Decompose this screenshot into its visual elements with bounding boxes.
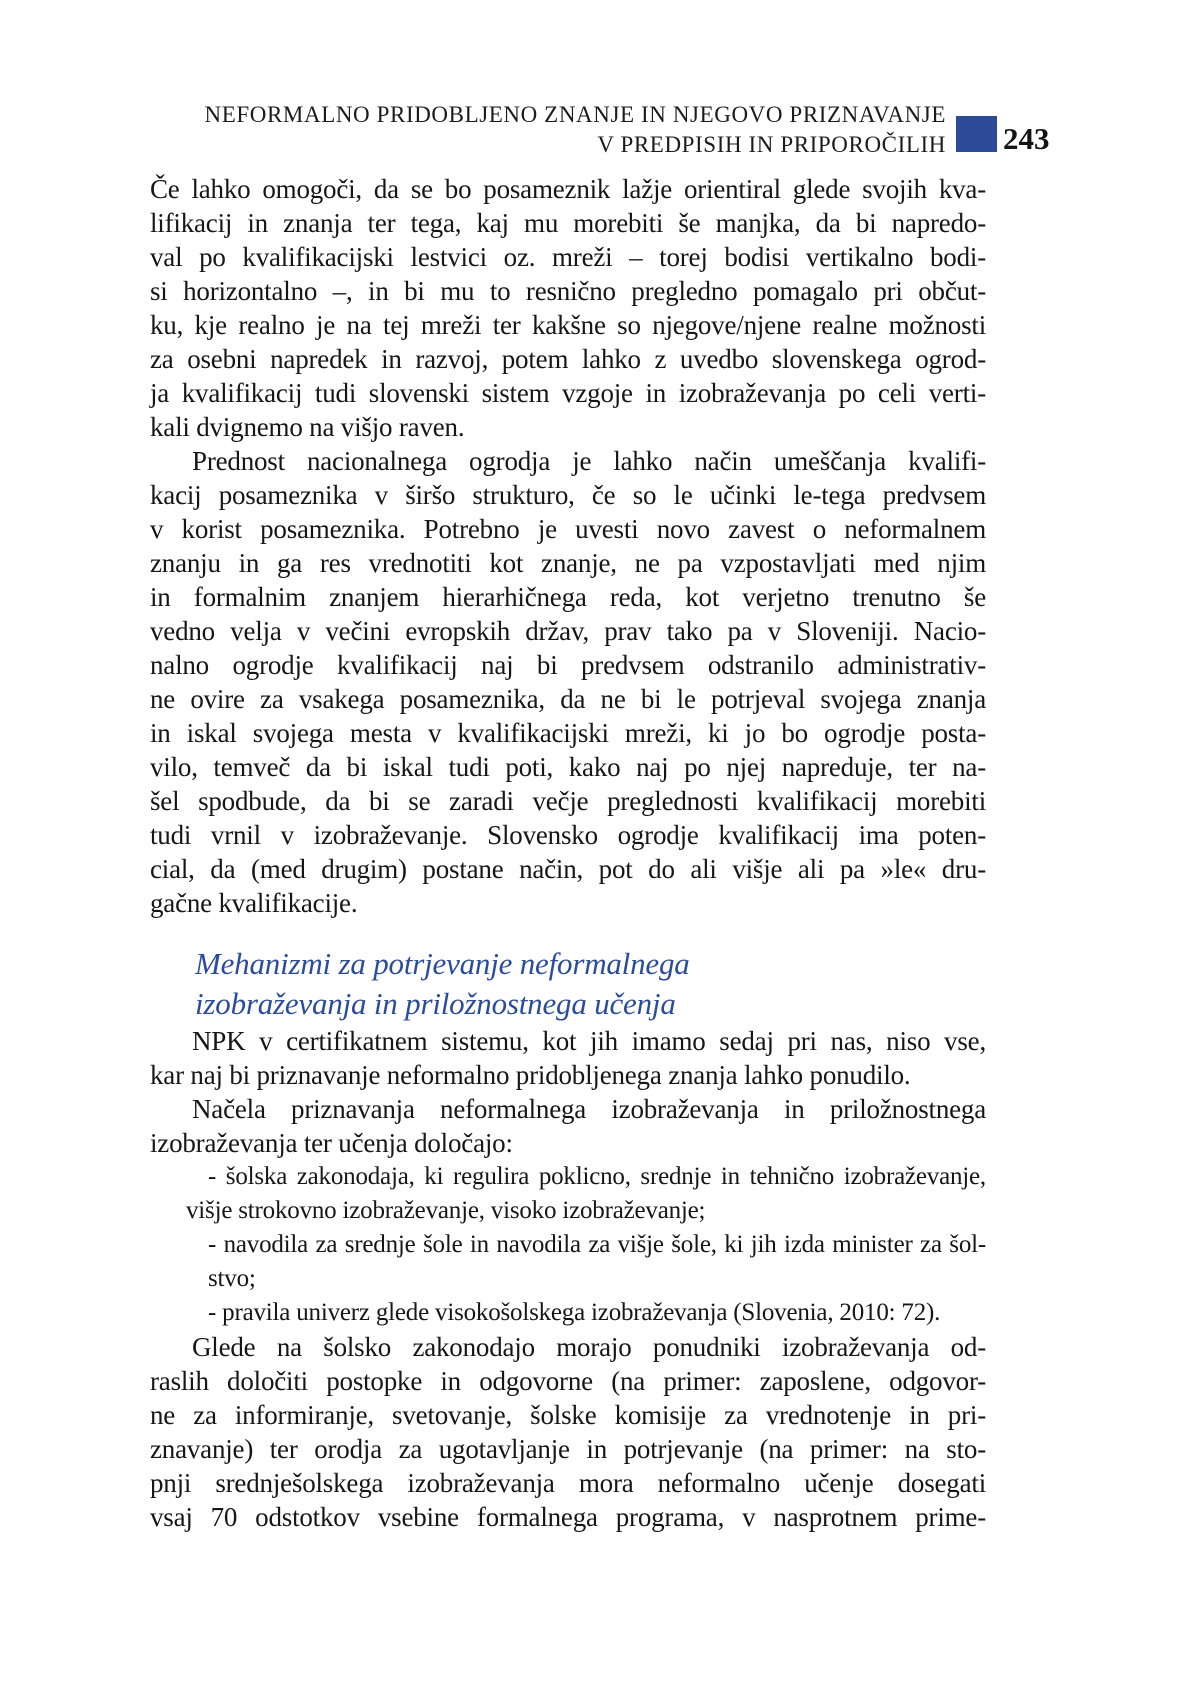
section-heading: [195, 944, 986, 1024]
text-line: kacij posameznika v širšo strukturo, če so le učinki le-tega predvsem: [150, 480, 986, 510]
text-line: si horizontalno –, in bi mu to resnično pregledno pomagalo pri občut-: [150, 276, 986, 306]
text-line: pnji srednješolskega izobraževanja mora neformalno učenje dosegati: [150, 1468, 986, 1498]
text-line: šel spodbude, da bi se zaradi večje preglednosti kvalifikacij morebiti: [150, 786, 986, 816]
list-item: [150, 1296, 986, 1330]
text-line: - šolska zakonodaja, ki regulira poklicno, srednje in tehnično izobraževanje,: [208, 1163, 986, 1190]
text-line: in formalnim znanjem hierarhičnega reda, kot verjetno trenutno še: [150, 582, 986, 612]
header-title-line2: V PREDPISIH IN PRIPOROČILIH: [597, 132, 946, 157]
paragraph: [150, 1092, 986, 1160]
text-line: tudi vrnil v izobraževanje. Slovensko ogrodje kvalifikacij ima poten-: [150, 820, 986, 850]
text-line: Če lahko omogoči, da se bo posameznik lažje orientiral glede svojih kva-: [150, 174, 986, 204]
text-line: znanju in ga res vrednotiti kot znanje, ne pa vzpostavljati med njim: [150, 548, 986, 578]
text-line: vedno velja v večini evropskih držav, prav tako pa v Sloveniji. Nacio-: [150, 616, 986, 646]
text-line: stvo;: [208, 1265, 256, 1292]
text-line: Prednost nacionalnega ogrodja je lahko način umeščanja kvalifi-: [192, 446, 986, 476]
text-line: izobraževanja ter učenja določajo:: [150, 1128, 513, 1158]
text-block: [150, 172, 986, 1534]
paragraph: [150, 1330, 986, 1534]
paragraph: [150, 444, 986, 920]
text-line: nalno ogrodje kvalifikacij naj bi predvsem odstranilo administrativ-: [150, 650, 986, 680]
text-line: višje strokovno izobraževanje, visoko izobraževanje;: [186, 1197, 706, 1224]
text-line: cial, da (med drugim) postane način, pot do ali višje ali pa »le« dru-: [150, 854, 986, 884]
text-line: v korist posameznika. Potrebno je uvesti novo zavest o neformalnem: [150, 514, 986, 544]
paragraph: [150, 172, 986, 444]
running-header: [150, 100, 946, 160]
text-line: Glede na šolsko zakonodajo morajo ponudniki izobraževanja od-: [192, 1332, 986, 1362]
text-line: val po kvalifikacijski lestvici oz. mreži – torej bodisi vertikalno bodi-: [150, 242, 986, 272]
text-line: - pravila univerz glede visokošolskega izobraževanja (Slovenia, 2010: 72).: [208, 1299, 941, 1326]
text-line: vilo, temveč da bi iskal tudi poti, kako naj po njej napreduje, ter na-: [150, 752, 986, 782]
text-line: znavanje) ter orodja za ugotavljanje in potrjevanje (na primer: na sto-: [150, 1434, 986, 1464]
text-line: za osebni napredek in razvoj, potem lahko z uvedbo slovenskega ogrod-: [150, 344, 986, 374]
text-line: raslih določiti postopke in odgovorne (na primer: zaposlene, odgovor-: [150, 1366, 986, 1396]
text-line: in iskal svojega mesta v kvalifikacijski mreži, ki jo bo ogrodje posta-: [150, 718, 986, 748]
text-line: ja kvalifikacij tudi slovenski sistem vzgoje in izobraževanja po celi verti-: [150, 378, 986, 408]
text-line: Načela priznavanja neformalnega izobraževanja in priložnostnega: [192, 1094, 986, 1124]
text-line: kar naj bi priznavanje neformalno pridobljenega znanja lahko ponudilo.: [150, 1060, 911, 1090]
text-line: ne za informiranje, svetovanje, šolske komisije za vrednotenje in pri-: [150, 1400, 986, 1430]
text-line: ne ovire za vsakega posameznika, da ne bi le potrjeval svojega znanja: [150, 684, 986, 714]
paragraph: [150, 1024, 986, 1092]
text-line: Mehanizmi za potrjevanje neformalnega: [195, 946, 690, 981]
list-item: [150, 1160, 986, 1228]
header-title-line1: NEFORMALNO PRIDOBLJENO ZNANJE IN NJEGOVO PRIZNAVANJE: [204, 102, 946, 127]
list-item: [150, 1228, 986, 1296]
text-line: ku, kje realno je na tej mreži ter kakšne so njegove/njene realne možnosti: [150, 310, 986, 340]
page-number: 243: [1003, 121, 1050, 156]
header-accent-square: [956, 116, 997, 152]
text-line: - navodila za srednje šole in navodila za višje šole, ki jih izda minister za šol-: [208, 1231, 986, 1258]
text-line: gačne kvalifikacije.: [150, 888, 358, 918]
text-line: lifikacij in znanja ter tega, kaj mu morebiti še manjka, da bi napredo-: [150, 208, 986, 238]
text-line: vsaj 70 odstotkov vsebine formalnega programa, v nasprotnem prime-: [150, 1502, 986, 1532]
text-line: kali dvignemo na višjo raven.: [150, 412, 465, 442]
text-line: izobraževanja in priložnostnega učenja: [195, 986, 676, 1021]
text-line: NPK v certifikatnem sistemu, kot jih imamo sedaj pri nas, niso vse,: [192, 1026, 986, 1056]
